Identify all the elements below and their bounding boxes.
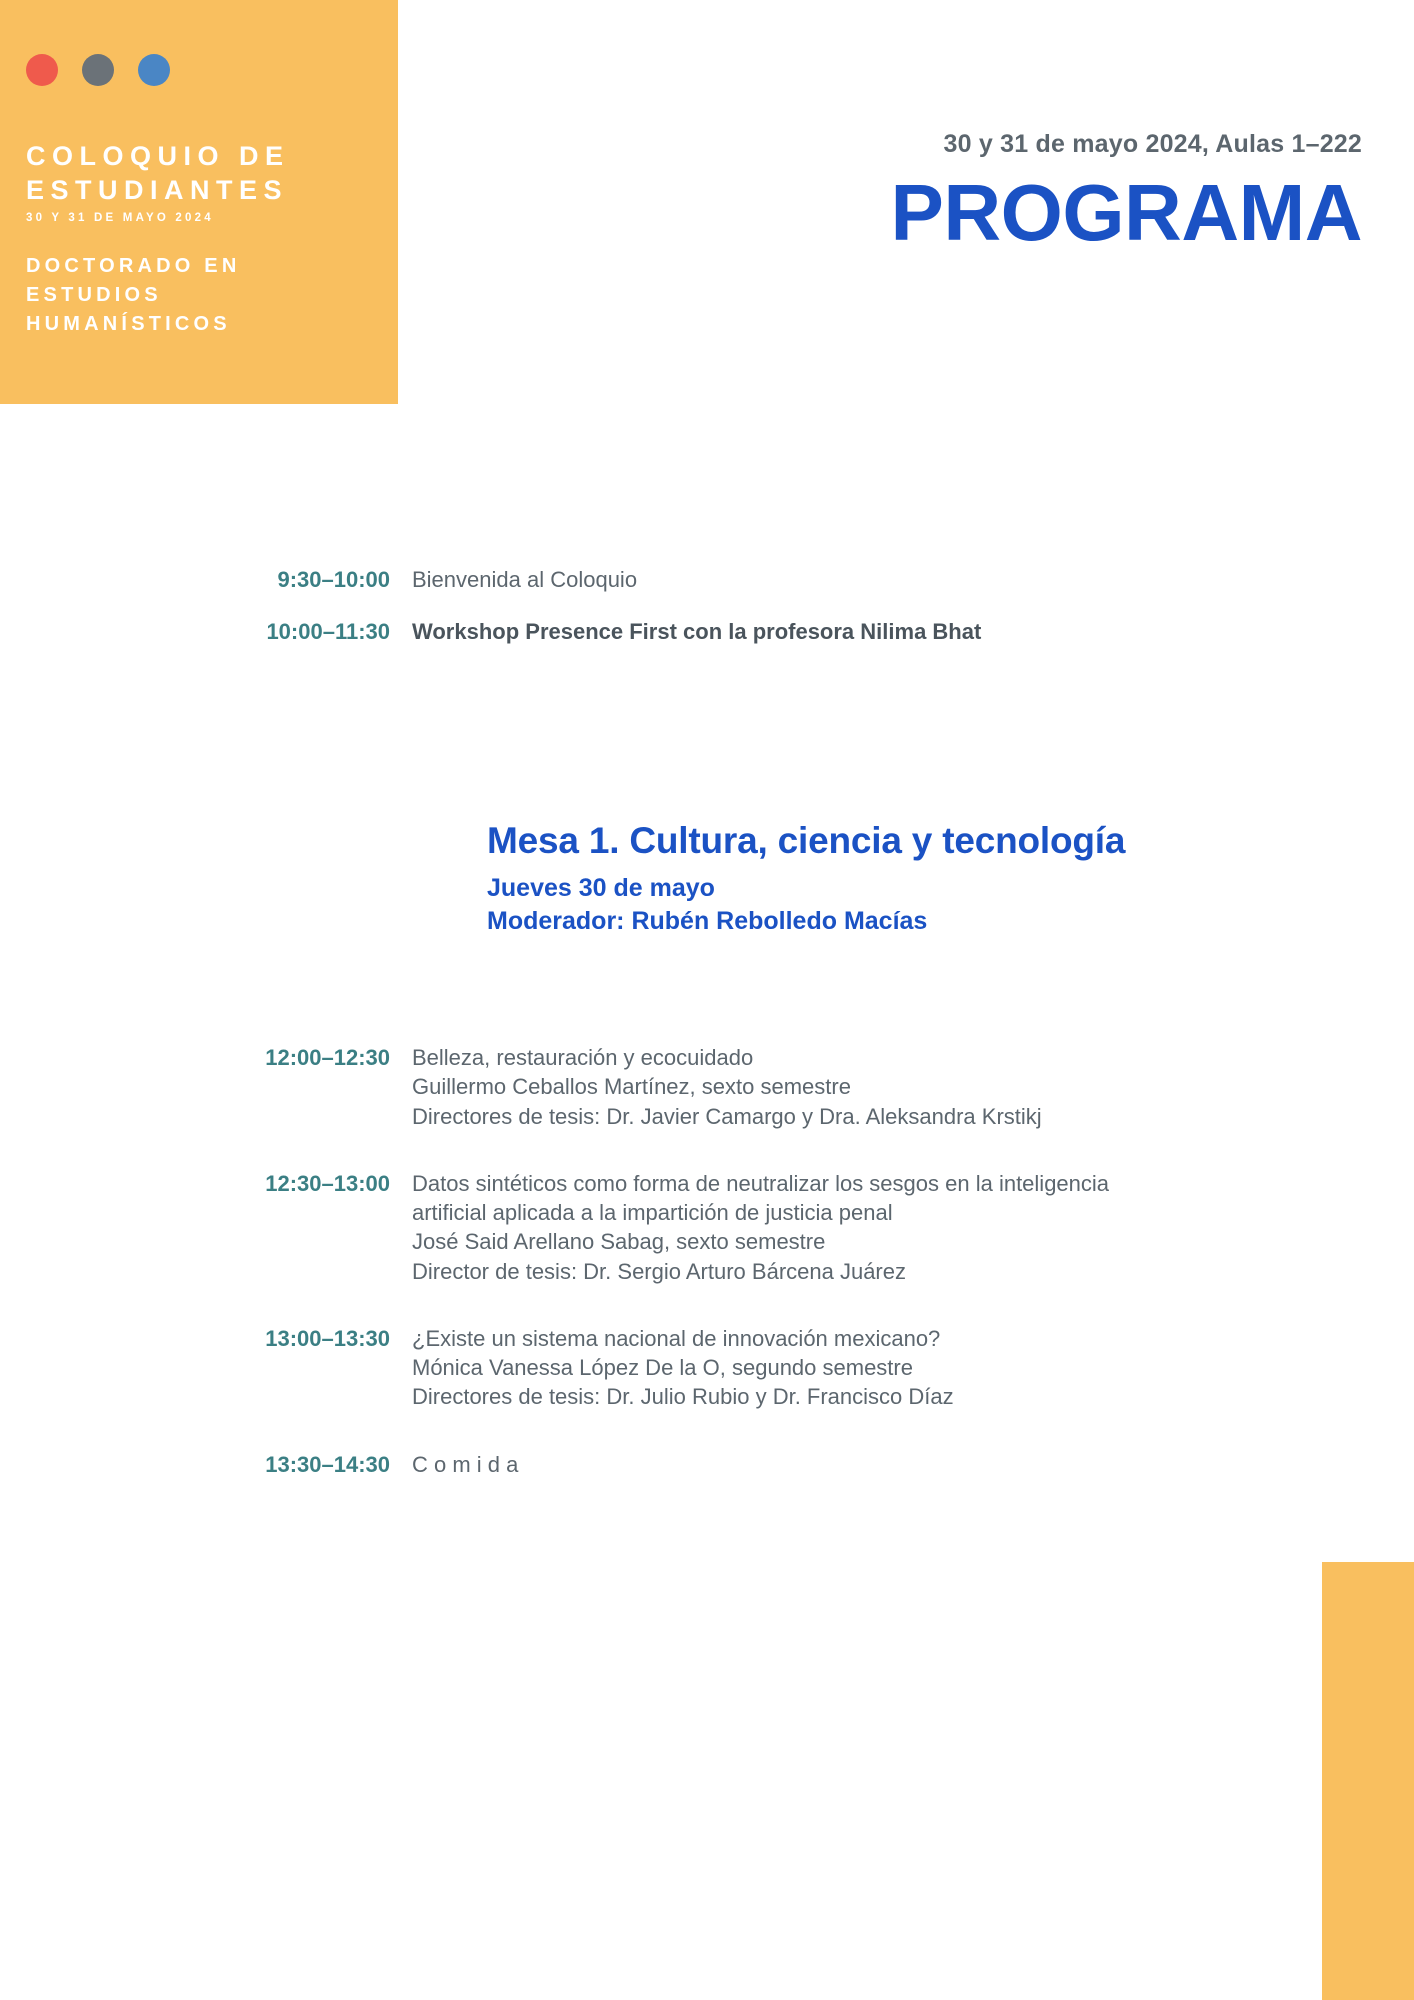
- talk-time: 13:30–14:30: [265, 1451, 390, 1477]
- brand-program-line-3: HUMANÍSTICOS: [26, 312, 231, 335]
- talk-advisors: Director de tesis: Dr. Sergio Arturo Bárcena Juárez: [412, 1258, 906, 1284]
- schedule-top-list: [0, 565, 1414, 668]
- brand-program-line-1: DOCTORADO EN: [26, 254, 241, 277]
- talk-author: Guillermo Ceballos Martínez, sexto semestre: [412, 1074, 851, 1100]
- schedule-row: [0, 565, 1414, 595]
- talk-row: [0, 1043, 1414, 1131]
- session-moderator: Moderador: Rubén Rebolledo Macías: [487, 907, 928, 935]
- schedule-description: Bienvenida al Coloquio: [412, 567, 638, 592]
- brand-title: COLOQUIO DE ESTUDIANTES: [26, 141, 290, 205]
- talk-author: Mónica Vanessa López De la O, segundo semestre: [412, 1355, 913, 1380]
- talk-row: [0, 1450, 1414, 1479]
- talk-title-cont: artificial aplicada a la impartición de justicia penal: [412, 1200, 893, 1225]
- decorative-corner-bar: [1322, 1562, 1414, 2000]
- session-day: Jueves 30 de mayo: [487, 874, 715, 902]
- talk-title: ¿Existe un sistema nacional de innovación mexicano?: [412, 1325, 941, 1351]
- talk-row: [0, 1169, 1414, 1286]
- dot-group: [26, 54, 170, 86]
- schedule-time: 9:30–10:00: [277, 567, 390, 592]
- talk-time: 12:30–13:00: [265, 1170, 390, 1196]
- talk-body: [412, 1169, 1109, 1286]
- session-title: Mesa 1. Cultura, ciencia y tecnología: [487, 820, 1126, 861]
- header-date: 30 y 31 de mayo 2024, Aulas 1–222: [943, 130, 1362, 158]
- header-title-block: [890, 130, 1362, 257]
- talk-title: Datos sintéticos como forma de neutralizar los sesgos en la inteligencia: [412, 1170, 1110, 1196]
- talk-time: 12:00–12:30: [265, 1045, 390, 1070]
- page-title: PROGRAMA: [890, 168, 1362, 257]
- brand-subtitle: 30 Y 31 DE MAYO 2024: [26, 211, 214, 224]
- brand-program: [26, 252, 376, 339]
- talk-body: [412, 1043, 1042, 1131]
- header-brand-band: [0, 0, 398, 404]
- red-dot-icon: [26, 54, 58, 86]
- talk-advisors: Directores de tesis: Dr. Javier Camargo y Dra. Aleksandra Krstikj: [412, 1103, 1042, 1129]
- blue-dot-icon: [138, 54, 170, 86]
- schedule-time: 10:00–11:30: [266, 618, 390, 644]
- talk-author: José Said Arellano Sabag, sexto semestre: [412, 1229, 826, 1255]
- talk-title: Belleza, restauración y ecocuidado: [412, 1045, 754, 1070]
- session-heading: [487, 820, 1125, 936]
- schedule-description: Workshop Presence First con la profesora Nilima Bhat: [412, 618, 982, 644]
- talk-time: 13:00–13:30: [265, 1325, 390, 1351]
- brand-block: [26, 140, 376, 339]
- schedule-row: [0, 617, 1414, 647]
- talk-row: [0, 1324, 1414, 1412]
- talk-advisors: Directores de tesis: Dr. Julio Rubio y Dr. Francisco Díaz: [412, 1384, 954, 1410]
- gray-dot-icon: [82, 54, 114, 86]
- talks-list: [0, 1043, 1414, 1517]
- brand-program-line-2: ESTUDIOS: [26, 283, 162, 306]
- talk-body: [412, 1324, 954, 1412]
- talk-body: [412, 1450, 518, 1479]
- break-label: C o m i d a: [412, 1451, 519, 1477]
